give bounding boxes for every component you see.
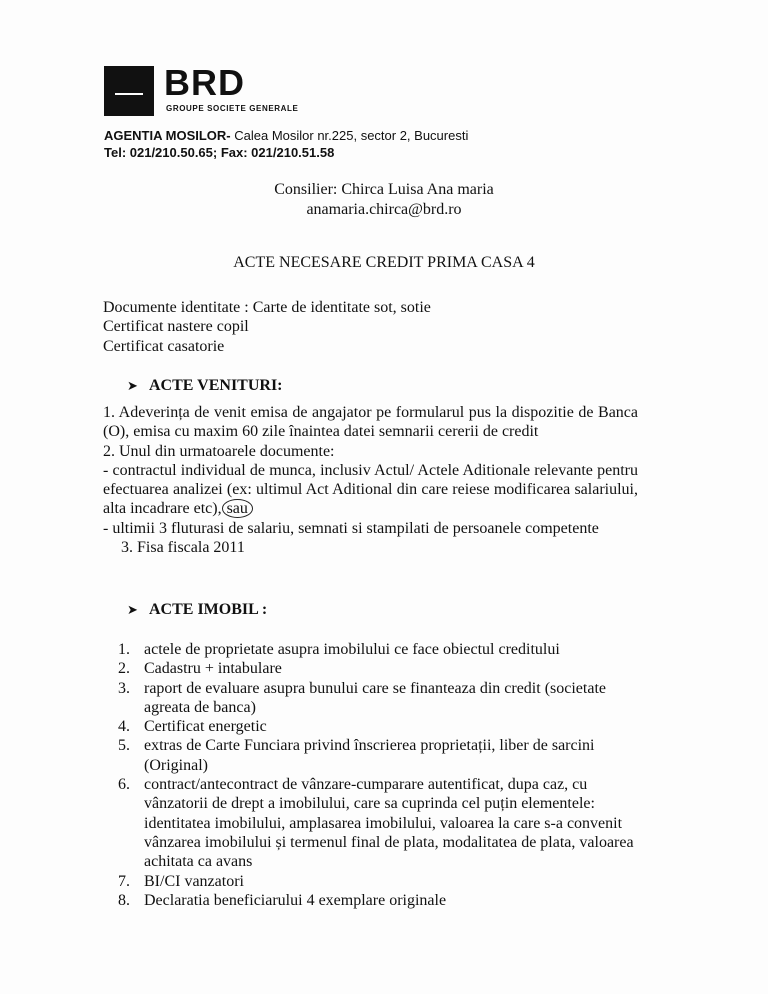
consilier-email: anamaria.chirca@brd.ro	[306, 201, 462, 218]
consilier-name: Consilier: Chirca Luisa Ana maria	[274, 181, 494, 198]
venituri-subitem: - contractul individual de munca, inclusiv Actul/ Actele Aditionale relevante pentru efectuarea analizei (ex: ultimul Act Aditional din care reiese modificarea salariului, alta incadrare etc), sau	[103, 461, 638, 518]
identity-doc-line: Documente identitate : Carte de identitate sot, sotie	[103, 299, 431, 316]
logo-mark-icon	[104, 66, 154, 116]
venituri-heading-text: ACTE VENITURI:	[149, 377, 283, 394]
imobil-list	[118, 640, 638, 910]
list-item: 2. Cadastru + intabulare	[118, 660, 282, 678]
venituri-item: 3. Fisa fiscala 2011	[121, 539, 245, 557]
list-item: 4. Certificat energetic	[118, 718, 267, 736]
agency-address-line	[104, 127, 468, 144]
list-item: 3. raport de evaluare asupra bunului care se finanteaza din credit (societate agreata de banca)	[118, 679, 606, 716]
arrow-bullet-icon: ➤	[127, 378, 138, 393]
document-title: ACTE NECESARE CREDIT PRIMA CASA 4	[233, 254, 535, 271]
venituri-heading	[127, 376, 283, 396]
venituri-item: 1. Adeverința de venit emisa de angajator pe formularul pus la dispozitie de Banca (O), emisa cu maxim 60 zile înaintea datei semnarii cererii de credit	[103, 404, 638, 441]
circled-word: sau	[222, 499, 253, 518]
agency-address: Calea Mosilor nr.225, sector 2, Bucuresti	[230, 128, 469, 143]
arrow-bullet-icon: ➤	[127, 602, 138, 617]
list-item: 6. contract/antecontract de vânzare-cumparare autentificat, dupa caz, cu vânzatorii de drept a imobilului, care sa cuprinda cel puțin elementele: identitatea imobilului, amplasarea imobilului, valoarea la care s-a convenit vânzarea imobilului și termenul final de plata, modalitatea de plata, valoarea achitata ca avans	[118, 776, 634, 871]
imobil-heading-text: ACTE IMOBIL :	[149, 601, 268, 618]
list-item: 1. actele de proprietate asupra imobilului ce face obiectul creditului	[118, 641, 560, 658]
identity-doc-line: Certificat nastere copil	[103, 318, 249, 336]
venituri-item: 2. Unul din urmatoarele documente:	[103, 442, 335, 460]
consilier-block	[0, 180, 768, 220]
venituri-subitem: - ultimii 3 fluturasi de salariu, semnati si stampilati de persoanele competente	[103, 519, 599, 537]
logo-brand: BRD	[164, 62, 245, 103]
agency-info	[104, 127, 468, 161]
agency-contact: Tel: 021/210.50.65; Fax: 021/210.51.58	[104, 145, 335, 160]
list-item: 7. BI/CI vanzatori	[118, 872, 244, 890]
imobil-heading	[127, 600, 267, 620]
agency-name: AGENTIA MOSILOR-	[104, 128, 231, 143]
list-item: 8. Declaratia beneficiarului 4 exemplare originale	[118, 891, 447, 909]
venituri-list	[103, 403, 638, 557]
list-item: 5. extras de Carte Funciara privind înscrierea proprietații, liber de sarcini (Original)	[118, 737, 595, 774]
identity-documents	[103, 298, 638, 356]
identity-doc-line: Certificat casatorie	[103, 337, 225, 355]
logo-tagline: GROUPE SOCIETE GENERALE	[166, 104, 299, 113]
